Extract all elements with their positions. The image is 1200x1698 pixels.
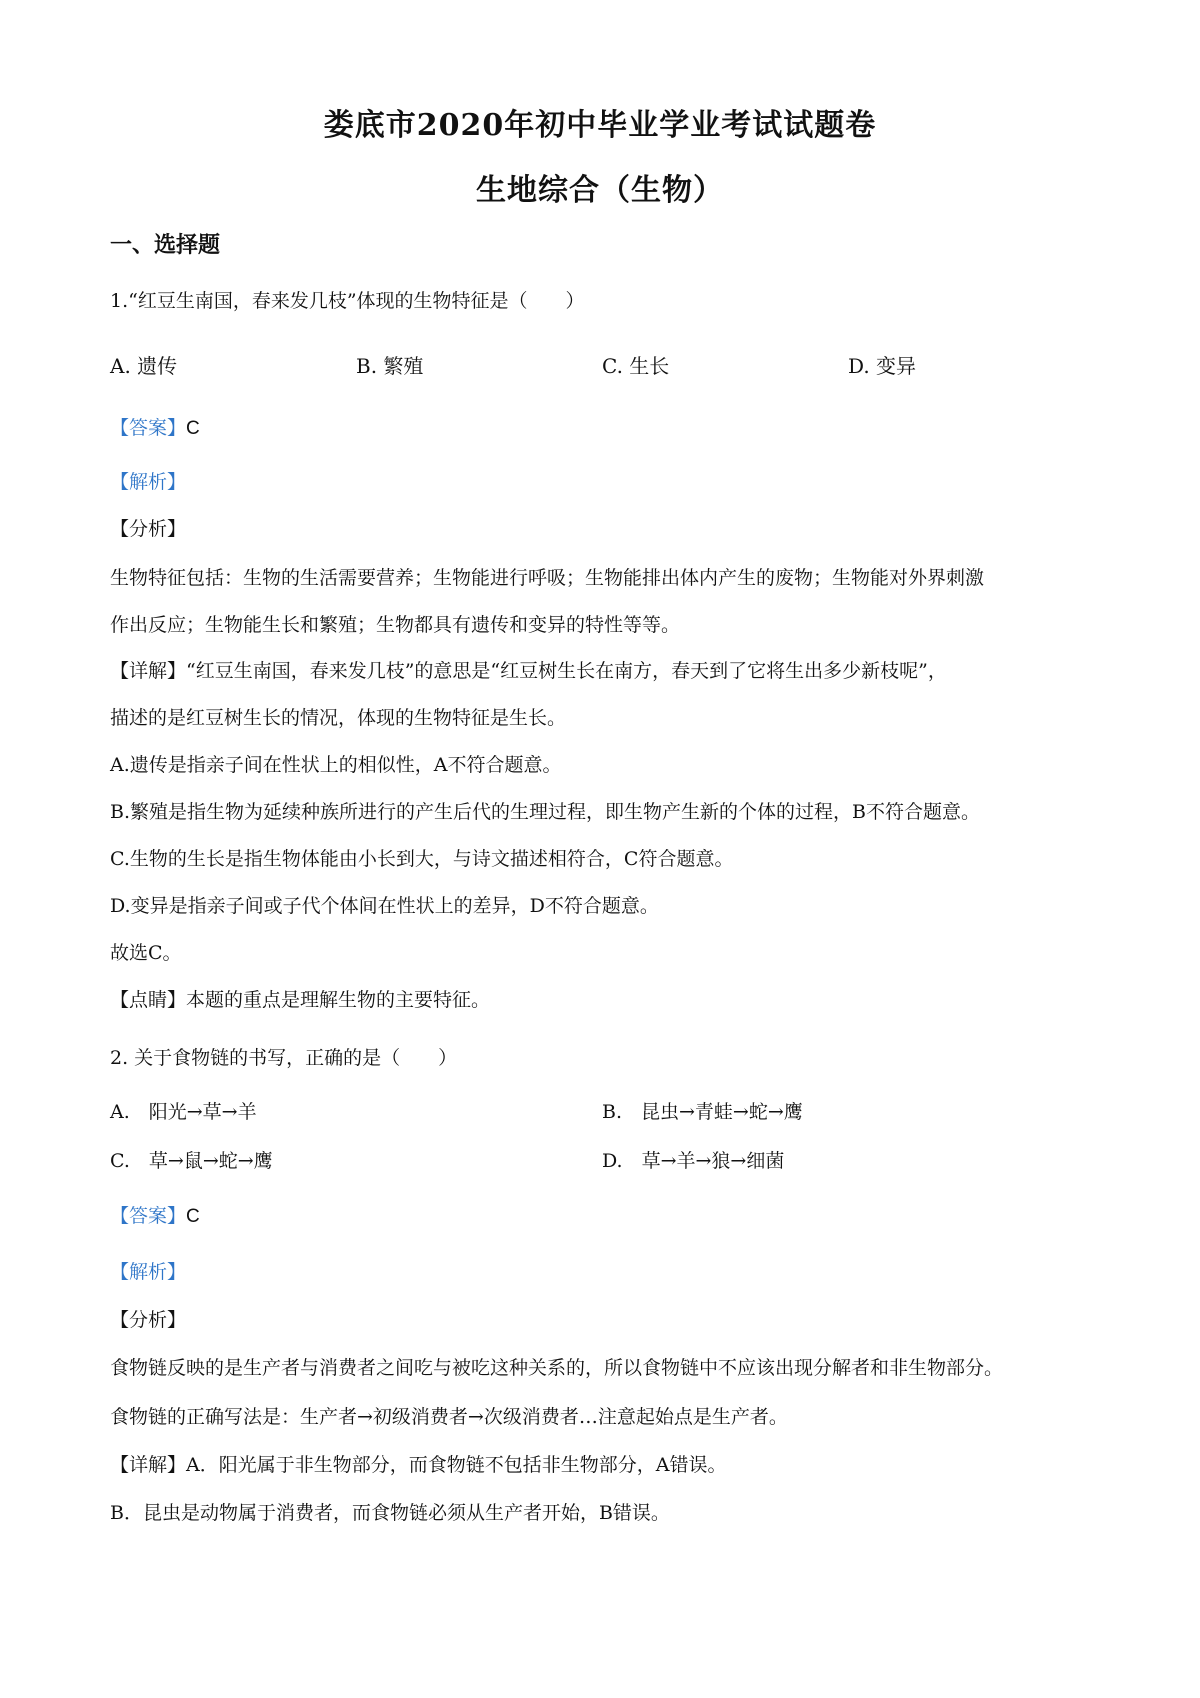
q1-choose: 故选C。 <box>110 942 182 964</box>
q2-answer-line <box>110 1201 200 1228</box>
q2-answer-tag: 【答案】 <box>110 1205 187 1227</box>
q2-option-c: C. 草→鼠→蛇→鹰 <box>110 1150 273 1172</box>
q2-jiexi-label: 【解析】 <box>110 1261 187 1283</box>
q1-detail-d: D.变异是指亲子间或子代个体间在性状上的差异，D不符合题意。 <box>110 895 659 917</box>
q2-answer-value: C <box>186 1206 200 1227</box>
q1-analysis-line-2: 作出反应；生物能生长和繁殖；生物都具有遗传和变异的特性等等。 <box>110 614 681 636</box>
q1-analysis-line-1: 生物特征包括：生物的生活需要营养；生物能进行呼吸；生物能排出体内产生的废物；生物能对外界刺激 <box>110 567 985 589</box>
q1-detail-line-2: 描述的是红豆树生长的情况，体现的生物特征是生长。 <box>110 707 567 729</box>
q2-option-a: A. 阳光→草→羊 <box>110 1101 257 1123</box>
q1-dianjing: 【点睛】本题的重点是理解生物的主要特征。 <box>110 989 491 1011</box>
q2-option-b: B. 昆虫→青蛙→蛇→鹰 <box>602 1101 803 1123</box>
q1-answer-value: C <box>186 418 200 439</box>
q1-jiexi-label: 【解析】 <box>110 471 187 493</box>
question-1: 1.“红豆生南国，春来发几枝”体现的生物特征是（ ） <box>110 290 585 312</box>
q2-analysis-line-1: 食物链反映的是生产者与消费者之间吃与被吃这种关系的，所以食物链中不应该出现分解者和非生物部分。 <box>110 1357 1004 1379</box>
q1-answer-line <box>110 413 200 440</box>
q1-detail-a: A.遗传是指亲子间在性状上的相似性，A不符合题意。 <box>110 754 562 776</box>
q1-option-b: B. 繁殖 <box>356 354 424 378</box>
q1-option-d: D. 变异 <box>848 354 917 378</box>
q1-option-a: A. 遗传 <box>110 354 178 378</box>
q1-answer-tag: 【答案】 <box>110 417 187 439</box>
exam-title: 娄底市2020年初中毕业学业考试试题卷 <box>323 108 877 143</box>
q1-option-c: C. 生长 <box>602 354 670 378</box>
question-2: 2. 关于食物链的书写，正确的是（ ） <box>110 1047 458 1069</box>
q2-fenxi-label: 【分析】 <box>110 1309 187 1331</box>
exam-subtitle: 生地综合（生物） <box>476 173 724 208</box>
section-heading: 一、选择题 <box>110 232 221 258</box>
q2-analysis-line-2: 食物链的正确写法是：生产者→初级消费者→次级消费者…注意起始点是生产者。 <box>110 1406 788 1428</box>
q2-option-d: D. 草→羊→狼→细菌 <box>602 1150 785 1172</box>
q2-detail-a: 【详解】A．阳光属于非生物部分，而食物链不包括非生物部分，A错误。 <box>110 1454 727 1476</box>
q2-detail-b: B．昆虫是动物属于消费者，而食物链必须从生产者开始，B错误。 <box>110 1502 670 1524</box>
q1-fenxi-label: 【分析】 <box>110 518 187 540</box>
q1-detail-b: B.繁殖是指生物为延续种族所进行的产生后代的生理过程，即生物产生新的个体的过程，B不符合题意。 <box>110 801 980 823</box>
q1-detail-line-1: 【详解】“红豆生南国，春来发几枝”的意思是“红豆树生长在南方，春天到了它将生出多少新枝呢”， <box>110 660 947 682</box>
q1-detail-c: C.生物的生长是指生物体能由小长到大，与诗文描述相符合，C符合题意。 <box>110 848 734 870</box>
